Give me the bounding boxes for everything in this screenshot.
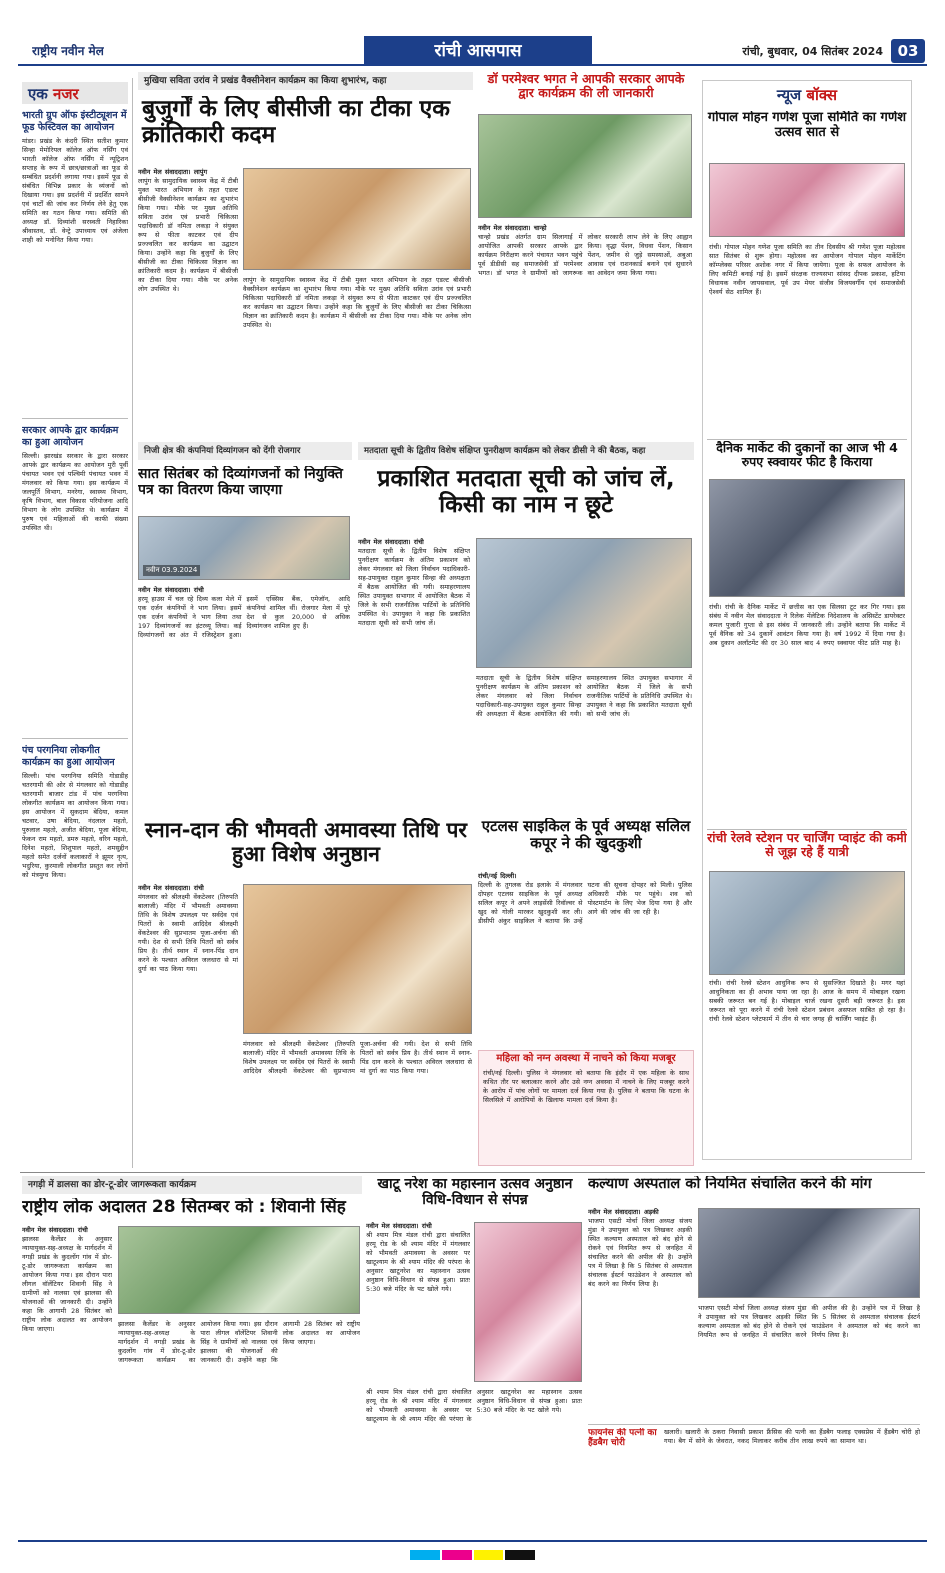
story-body: झालसा कैलेंडर के अनुसार न्यायायुक्त-सह-अध्यक्ष के मार्गदर्शन में नगड़ी प्रखंड के कुदलोंग गांव में डोर-टू-डोर जागरूकता कार्यक्रम का आयोजन किया गया। इस दौरान पारा लीगल वॉलेंटियर शिवानी सिंह ने ग्रामीणों को नालसा एवं झालसा की योजनाओं की जानकारी दी। उन्होंने कहा कि आगामी 28 सितंबर को राष्ट्रीय लोक अदालत का आयोजन किया जाएगा। bbox=[22, 1235, 112, 1333]
story-dateline: रांची/नई दिल्ली। bbox=[478, 872, 517, 880]
black-mark bbox=[505, 1550, 535, 1560]
story-dateline: नवीन मेल संवाददाता। रांची bbox=[138, 884, 204, 892]
story-dateline: नवीन मेल संवाददाता। रांची bbox=[366, 1222, 432, 1230]
story-kicker: मतदाता सूची के द्वितीय विशेष संक्षिप्त पुनरीक्षण कार्यक्रम को लेकर डीसी ने की बैठक, कहा bbox=[358, 442, 694, 460]
story-bcg bbox=[138, 72, 473, 437]
newsbox-body-3: रांची। रांची रेलवे स्टेशन आधुनिक रूप से सुसज्जित दिखाते है। मगर यहां आधुनिकता का ही अभाव पाया जा रहा है। आज के समय में मोबाइल रखना सबकी जरूरत बन गई है। मोबाइल चार्ज रखना दूसरी बड़ी जरूरत है। इस जरूरत को पूरा करने में रांची रेलवे स्टेशन प्रबंधन असफल साबित हो रहा है। रांची रेलवे स्टेशन प्लेटफार्म में तीन से चार जगह ही चार्जिंग प्वाइंट हैं। bbox=[709, 979, 905, 1023]
newsbox-title-1: गोपाल मोहन गणेश पूजा समिति का गणेश उत्सव सात से bbox=[707, 111, 907, 140]
newsbox-title-3: रांची रेलवे स्टेशन पर चार्जिंग प्वाइंट की कमी से जूझ रहे हैं यात्री bbox=[707, 831, 907, 860]
brief-body-3: सिल्ली। पांच परगनिया समिति गोडाडीह चतरगामी की ओर से मंगलवार को गोडाडीह चतरगामी बाजार टांड में पांच परगनिया लोकगीत कार्यक्रम का आयोजन किया गया। इस आयोजन में सुकदाम बेदिया, कमल चटवार, उषा बेदिया, नंदलाल महतो, पुरुलाल महतो, अजीत बेदिया, पूजा बेदिया, फेकन राम महतो, डमरु महतो, वरिन महतो, दिनेश महतो, शिशुपाल महतो, शमसुद्दीन महतो समेत दर्जनों कलाकारों ने झूमर नृत्य, भदुरिया, कुरमाली लोकगीत प्रस्तुत कर लोगों को मंत्रमुग्ध किया। bbox=[22, 772, 128, 879]
story-atlas bbox=[478, 818, 694, 1048]
story-photo bbox=[118, 1226, 360, 1314]
story-headline: प्रकाशित मतदाता सूची को जांच लें, किसी का नाम न छूटे bbox=[377, 466, 675, 519]
divider bbox=[22, 738, 128, 739]
sub-body: खलारी। खलारी के ठकरा निवासी प्रकाश फ्रैंसिस की पत्नी का हैंडबैग फलाइ एक्सप्रेस में हैंडबैग चोरी हो गया। बैग में सोने के जेवरात, नकद मिलाकर करीब तीन लाख रुपये का सामान था। bbox=[664, 1428, 920, 1445]
story-amavasya bbox=[138, 818, 474, 1166]
news-box bbox=[702, 80, 912, 1160]
divider bbox=[588, 1424, 920, 1425]
story-body-cont: भाजपा एसटी मोर्चा जिला अध्यक्ष संजय मुंडा ने उपायुक्त को पत्र लिखकर अड़की स्थित कल्याण अस्पताल को बंद होने से रोकने एवं नियमित रूप से जनहित में संचालित करने की अपील की है। उन्होंने पत्र में लिखा है कि 5 सितंबर से अस्पताल संचालक ईस्टर्न फाउंडेशन ने अस्पताल को बंद करने का निर्णय लिया है। bbox=[698, 1304, 920, 1339]
story-body-cont: झालसा कैलेंडर के अनुसार न्यायायुक्त-सह-अध्यक्ष के मार्गदर्शन में नगड़ी प्रखंड के कुदलोंग गांव में डोर-टू-डोर जागरूकता कार्यक्रम का आयोजन किया गया। इस दौरान पारा लीगल वॉलेंटियर शिवानी सिंह ने ग्रामीणों को नालसा एवं झालसा की योजनाओं की जानकारी दी। उन्होंने कहा कि आगामी 28 सितंबर को राष्ट्रीय लोक अदालत का आयोजन किया जाएगा। bbox=[118, 1320, 360, 1364]
divider bbox=[707, 829, 907, 830]
story-body: भाजपा एसटी मोर्चा जिला अध्यक्ष संजय मुंडा ने उपायुक्त को पत्र लिखकर अड़की स्थित कल्याण अस्पताल को बंद होने से रोकने एवं नियमित रूप से जनहित में संचालित करने की अपील की है। उन्होंने पत्र में लिखा है कि 5 सितंबर से अस्पताल संचालक ईस्टर्न फाउंडेशन ने अस्पताल को बंद करने का निर्णय लिया है। bbox=[588, 1217, 692, 1288]
story-headline: खाटू नरेश का महास्नान उत्सव अनुष्ठान विधि-विधान से संपन्न bbox=[377, 1176, 573, 1209]
story-body: श्री श्याम मित्र मंडल रांची द्वारा संचालित हरमू रोड के श्री श्याम मंदिर में मंगलवार को भौमवती अमावस्या के अवसर पर खाटूश्याम के श्री श्याम मंदिर की परंपरा के अनुसार खाटूनरेश का महास्नान उत्सव अनुष्ठान विधि-विधान से संपन्न हुआ। प्रातः 5:30 बजे मंदिर के पट खोले गये। bbox=[366, 1231, 470, 1293]
story-dateline: नवीन मेल संवाददाता। चान्हो bbox=[478, 224, 547, 232]
story-dateline: नवीन मेल संवाददाता। रांची bbox=[138, 586, 204, 594]
story-dateline: नवीन मेल संवाददाता। अड़की bbox=[588, 1208, 659, 1216]
brand-name: राष्ट्रीय नवीन मेल bbox=[32, 44, 104, 58]
page-number: 03 bbox=[891, 39, 925, 63]
story-lok-adalat bbox=[22, 1176, 362, 1536]
story-photo bbox=[698, 1208, 920, 1298]
story-headline: महिला को नग्न अवस्था में नाचने को किया मजबूर bbox=[496, 1053, 676, 1064]
date-line: रांची, बुधवार, 04 सितंबर 2024 bbox=[742, 45, 883, 58]
brief-body-1: मांडर। प्रखंड के कंदरी स्थित सतीश कुमार सिन्हा मेमोरियल कॉलेज ऑफ नर्सिंग एवं भारती कॉलेज ऑफ नर्सिंग में न्यूट्रिशन सप्ताह के रूप में छात्र/छात्राओं का फूड से सम्बंधित प्रदर्शनी लगाया गया। इसमें फूड से संबंधित विभिन्न प्रकार के व्यंजनों को दिखाया गया। इस प्रदर्शनी में प्रदर्शित सामने एवं चार्टों की जांच कर निर्णय लेने हेतु एक समिति का गठन किया गया। समिति की अध्यक्ष डॉ. दिव्यांशी सरस्वती निहारिका श्रीवास्तव, डॉ. वेन्ट्रे उपाध्याय एवं अंजेला शाही को मनोनित किया गया। bbox=[22, 137, 128, 244]
story-photo bbox=[476, 538, 692, 668]
newsbox-body-1: रांची। गोपाल मोहन गणेश पूजा समिति का तीन दिवसीय श्री गणेश पूजा महोत्सव सात सितंबर से शुरू होगा। महोत्सव का आयोजन गोपाल मोहन मार्केटिंग कॉम्प्लेक्स परिसर अशोक नगर में किया जायेगा। पूजा के सफल आयोजन के लिए कमिटी बनाई गई है। इसमें संरक्षक राज्यसभा सांसद दीपक प्रकाश, हटिया विधायक नवीन जायसवाल, पूर्व उप मेयर संजीव विजयवर्गीय एवं समाजसेवी ऐश्वर्य सेठ शामिल हैं। bbox=[709, 243, 905, 296]
story-kicker: निजी क्षेत्र की कंपनियां दिव्यांगजन को देंगी रोजगार bbox=[138, 442, 352, 460]
story-body-cont: श्री श्याम मित्र मंडल रांची द्वारा संचालित हरमू रोड के श्री श्याम मंदिर में मंगलवार को भौमवती अमावस्या के अवसर पर खाटूश्याम के श्री श्याम मंदिर की परंपरा के अनुसार खाटूनरेश का महास्नान उत्सव अनुष्ठान विधि-विधान से संपन्न हुआ। प्रातः 5:30 बजे मंदिर के पट खोले गये। bbox=[366, 1388, 582, 1423]
story-photo bbox=[474, 1222, 582, 1382]
news-box-header bbox=[703, 85, 911, 105]
footer-rule bbox=[18, 1540, 927, 1542]
story-body-cont: मतदाता सूची के द्वितीय विशेष संक्षिप्त पुनरीक्षण कार्यक्रम के अंतिम प्रकाशन को लेकर मंगलवार को जिला निर्वाचन पदाधिकारी-सह-उपायुक्त राहुल कुमार सिन्हा की अध्यक्षता में बैठक आयोजित की गयी। समाहरणालय स्थित उपायुक्त सभागार में आयोजित बैठक में जिले के सभी राजनीतिक पार्टियों के प्रतिनिधि उपस्थित थे। उपायुक्त ने कहा कि प्रकाशित मतदाता सूची को सभी जांच लें। bbox=[476, 674, 692, 718]
story-dateline: नवीन मेल संवाददाता। रांची bbox=[22, 1226, 88, 1234]
newsbox-title-2: दैनिक मार्केट की दुकानों का आज भी 4 रुपए स्क्वायर फीट है किराया bbox=[716, 441, 898, 470]
story-photo bbox=[478, 114, 692, 218]
divider bbox=[707, 439, 907, 440]
brief-title-1: भारती ग्रुप ऑफ इंस्टीट्यूशन में फूड फेस्टिवल का आयोजन bbox=[22, 110, 127, 133]
masthead bbox=[18, 36, 927, 66]
story-voter bbox=[358, 442, 694, 812]
header-part-a: एक bbox=[28, 85, 54, 103]
story-hospital bbox=[588, 1176, 922, 1536]
story-divyang bbox=[138, 442, 352, 812]
brief-body-2: सिल्ली। झारखंड सरकार के द्वारा सरकार आपके द्वार कार्यक्रम का आयोजन मुरी पूर्वी पंचायत भवन एवं पश्चिमी पंचायत भवन में मंगलवार को किया गया। इस कार्यक्रम में जलपूर्ति विभाग, मनरेगा, स्वास्थ्य विभाग, कृषि विभाग, बाल विकास परियोजना आदि विभाग के लोग उपस्थित थे। कार्यक्रम में पुरुष एवं महिलाओं की काफी संख्या उपस्थित थी। bbox=[22, 452, 128, 532]
story-body: लापुंग के सामुदायिक स्वास्थ्य केंद्र में टीबी मुक्त भारत अभियान के तहत एडल्ट बीसीजी वैक्सीनेशन कार्यक्रम का शुभारंभ किया गया। मौके पर मुख्य अतिथि सविता उरांव एवं प्रभारी चिकित्सा पदाधिकारी डॉ नमिता लकड़ा ने संयुक्त रूप से फीता काटकर एवं दीप प्रज्ज्वलित कर कार्यक्रम का उद्घाटन किया। उन्होंने कहा कि बुजुर्गों के लिए बीसीजी का टीका चिकित्सा विज्ञान का क्रांतिकारी कदम है। कार्यक्रम में बीसीजी का टीका दिया गया। मौके पर अनेक लोग उपस्थित थे। bbox=[138, 177, 238, 293]
story-body: हरमू हाउस में चल रहे दिव्य कला मेले में एक दर्जन कंपनियों ने भाग लिया। इसमें एक दर्जन कंपनियों ने भाग लिया तथा 197 दिव्यांगजनों का इंटरव्यू लिया। कई दिव्यांगजनों का अंत में रजिस्ट्रेशन हुआ। इसमें एक्सिस बैंक, एमेजॉन, आदि कंपनियां शामिल थीं। रोजगार मेला में पूरे देश से कुल 20,000 से अधिक दिव्यांगजन शामिल हुए हैं। bbox=[138, 595, 350, 639]
story-headline: एटलस साइकिल के पूर्व अध्यक्ष सलिल कपूर ने की खुदकुशी bbox=[481, 818, 691, 853]
story-headline: कल्याण अस्पताल को नियमित संचालित करने की मांग bbox=[588, 1176, 872, 1192]
left-column bbox=[22, 82, 128, 1167]
story-photo bbox=[243, 884, 472, 1034]
brief-title-2: सरकार आपके द्वार कार्यक्रम का हुआ आयोजन bbox=[22, 425, 119, 448]
sub-headline: फायनेंस की पत्नी का हैंडबैग चोरी bbox=[588, 1428, 657, 1449]
cyan-mark bbox=[410, 1550, 440, 1560]
story-kicker: नगड़ी में डालसा का डोर-टू-डोर जागरूकता कार्यक्रम bbox=[22, 1176, 362, 1194]
story-body-cont: लापुंग के सामुदायिक स्वास्थ्य केंद्र में टीबी मुक्त भारत अभियान के तहत एडल्ट बीसीजी वैक्सीनेशन कार्यक्रम का शुभारंभ किया गया। मौके पर मुख्य अतिथि सविता उरांव एवं प्रभारी चिकित्सा पदाधिकारी डॉ नमिता लकड़ा ने संयुक्त रूप से फीता काटकर एवं दीप प्रज्ज्वलित कर कार्यक्रम का उद्घाटन किया। उन्होंने कहा कि बुजुर्गों के लिए बीसीजी का टीका चिकित्सा विज्ञान का क्रांतिकारी कदम है। कार्यक्रम में बीसीजी का टीका दिया गया। मौके पर अनेक लोग उपस्थित थे। bbox=[243, 276, 471, 329]
story-headline: डॉ परमेश्वर भगत ने आपकी सरकार आपके द्वार कार्यक्रम की ली जानकारी bbox=[487, 72, 685, 101]
story-headline: सात सितंबर को दिव्यांगजनों को नियुक्ति पत्र का वितरण किया जाएगा bbox=[138, 466, 343, 499]
story-body: रांची/नई दिल्ली। पुलिस ने मंगलवार को बताया कि इंदौर में एक महिला के साथ कथित तौर पर बलात्कार करने और उसे नग्न अवस्था में नाचने के लिए मजबूर करने के आरोप में पांच लोगों पर मामला दर्ज किया गया है। पुलिस ने बताया कि घटना के सिलसिले में आरोपियों के खिलाफ मामला दर्ज किया है। bbox=[483, 1068, 689, 1104]
column-rule bbox=[132, 78, 133, 1168]
story-body: मतदाता सूची के द्वितीय विशेष संक्षिप्त पुनरीक्षण कार्यक्रम के अंतिम प्रकाशन को लेकर मंगलवार को जिला निर्वाचन पदाधिकारी-सह-उपायुक्त राहुल कुमार सिन्हा की अध्यक्षता में बैठक आयोजित की गयी। समाहरणालय स्थित उपायुक्त सभागार में आयोजित बैठक में जिले के सभी राजनीतिक पार्टियों के प्रतिनिधि उपस्थित थे। उपायुक्त ने कहा कि प्रकाशित मतदाता सूची को सभी जांच लें। bbox=[358, 547, 470, 627]
section-title: रांची आसपास bbox=[364, 36, 592, 66]
story-body-cont: मंगलवार को श्रीलक्ष्मी वेंकटेश्वर (तिरुपति बालाजी) मंदिर में भौमवती अमावस्या तिथि के विशेष उपलक्ष्य पर सर्वदेव एवं पितरों के स्वामी आदिदेव श्रीलक्ष्मी वेंकटेश्वर की सुप्रभातम पूजा-अर्चना की गयी। देश से सभी तिथि पितरों को सर्वत्र प्रिय है। तीर्थ स्थान में स्नान-पिंड दान करने के पश्चात अविरल जलधारा से मां दुर्गा का पाठ किया गया। bbox=[243, 1040, 472, 1075]
story-headline: राष्ट्रीय लोक अदालत 28 सितम्बर को : शिवानी सिंह bbox=[22, 1198, 346, 1217]
newsbox-photo-1 bbox=[709, 163, 905, 237]
story-body: चान्हो प्रखंड अंतर्गत ग्राम सिलागाई में आयोजित आपकी सरकार आपके द्वार कार्यक्रम निरीक्षण करने पंचायत भवन पहुंचे पूर्व डीडीसी सह समाजसेवी डॉ परमेश्वर भगत। डॉ भगत ने ग्रामीणों को जागरूक लोकर सरकारी लाभ लेने के लिए आह्वान किया। वृद्धा पेंशन, विधवा पेंशन, किसान पेंशन, जमीन से जुड़े समस्याओं, अबुआ आवास एवं राशनकार्ड बनाने एवं सुधारने का आवेदन जमा किया गया। bbox=[478, 233, 692, 277]
newsbox-photo-2 bbox=[709, 479, 905, 597]
story-dateline: नवीन मेल संवाददाता। रांची bbox=[358, 538, 424, 546]
photo-label: नवीन 03.9.2024 bbox=[143, 565, 200, 576]
header-part-b: नजर bbox=[53, 85, 79, 103]
story-dateline: नवीन मेल संवाददाता। लापुंग bbox=[138, 168, 208, 176]
story-khatu bbox=[366, 1176, 584, 1536]
story-body: दिल्ली के तुगलक रोड इलाके में मंगलवार दोपहर एटलस साइकिल के पूर्व अध्यक्ष सलिल कपूर ने अपने लाइसेंसी रिवॉल्वर से खुद को गोली मारकर खुदकुशी कर ली। डीसीपी अंकुर साइकिल ने बताया कि उन्हें घटना की सूचना दोपहर को मिली। पुलिस अधिकारी मौके पर पहुंचे। शव को पोस्टमार्टम के लिए भेज दिया गया है और आगे की जांच की जा रही है। bbox=[478, 881, 692, 925]
print-registration-marks bbox=[410, 1550, 535, 1560]
story-kicker: मुखिया सविता उरांव ने प्रखंड वैक्सीनेशन कार्यक्रम का किया शुभारंभ, कहा bbox=[138, 72, 473, 90]
section-divider bbox=[20, 1172, 925, 1173]
divider bbox=[22, 418, 128, 419]
story-body: मंगलवार को श्रीलक्ष्मी वेंकटेश्वर (तिरुपति बालाजी) मंदिर में भौमवती अमावस्या तिथि के विशेष उपलक्ष्य पर सर्वदेव एवं पितरों के स्वामी आदिदेव श्रीलक्ष्मी वेंकटेश्वर की सुप्रभातम पूजा-अर्चना की गयी। देश से सभी तिथि पितरों को सर्वत्र प्रिय है। तीर्थ स्थान में स्नान-पिंड दान करने के पश्चात अविरल जलधारा से मां दुर्गा का पाठ किया गया। bbox=[138, 893, 238, 973]
ek-nazar-header bbox=[22, 82, 128, 104]
header-part-a: न्यूज bbox=[776, 86, 807, 104]
newsbox-body-2: रांची। रांची के दैनिक मार्केट में छत्तीस का एक सिलसा टूट कर गिर गया। इस संबंध में नवीन मेल संवाददाता ने रिलेक मेंलेटिक निदेशालय के असिस्टेंट डायरेक्टर कमल पुजारी गुप्ता से इस संबंध में जानकारी ली। उन्होंने बताया कि मार्केट में पूर्व वैनिक को 34 दुकानें आवंटन किया गया है। वर्ष 1992 में दिया गया है। अब दुकान अलॉटमेंट की दर 30 साल बाद 4 रुपए स्क्वायर फीट प्रति माह है। bbox=[709, 603, 905, 647]
story-photo bbox=[138, 516, 350, 580]
header-part-b: बॉक्स bbox=[806, 86, 838, 104]
newsbox-photo-3 bbox=[709, 871, 905, 975]
story-photo bbox=[243, 168, 471, 270]
brief-title-3: पंच परगनिया लोकगीत कार्यक्रम का हुआ आयोजन bbox=[22, 745, 115, 768]
yellow-mark bbox=[474, 1550, 504, 1560]
story-headline: बुजुर्गों के लिए बीसीजी का टीका एक क्रांतिकारी कदम bbox=[142, 96, 450, 149]
magenta-mark bbox=[442, 1550, 472, 1560]
story-headline: स्नान-दान की भौमवती अमावस्या तिथि पर हुआ विशेष अनुष्ठान bbox=[145, 818, 467, 867]
story-camp bbox=[478, 72, 694, 437]
story-woman bbox=[478, 1050, 694, 1166]
